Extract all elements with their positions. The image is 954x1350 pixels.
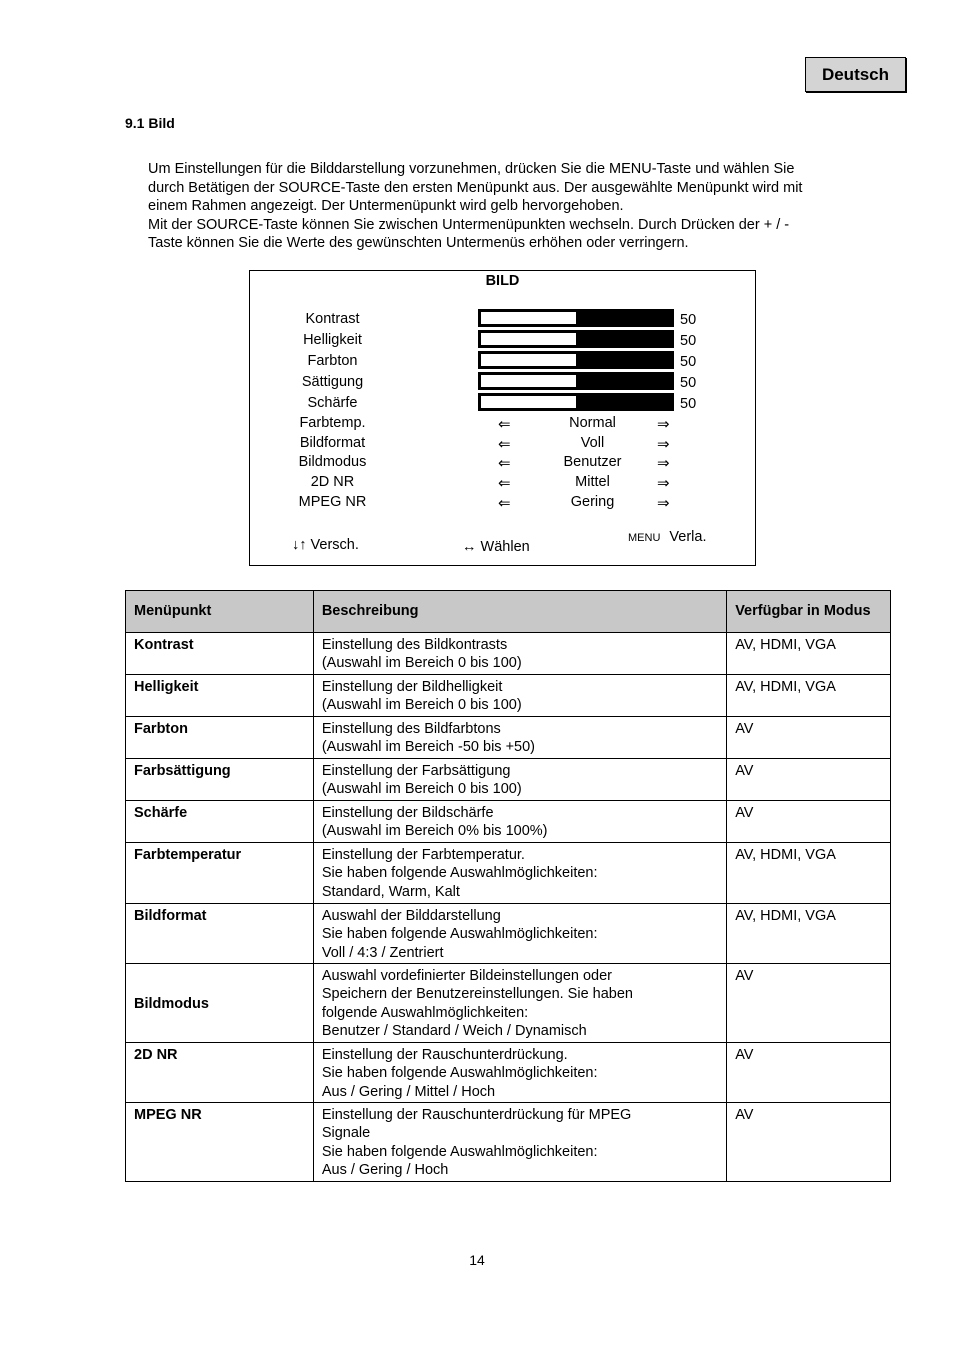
row-name: Kontrast: [126, 633, 314, 675]
row-name: Bildmodus: [126, 964, 314, 1043]
osd-slider-row: [250, 374, 755, 394]
intro-line: einem Rahmen angezeigt. Der Untermenüpunkt wird gelb hervorgehoben.: [148, 198, 624, 214]
osd-option-value: Voll: [580, 435, 605, 451]
row-description: Auswahl vordefinierter Bildeinstellungen oder Speichern der Benutzereinstellungen. Sie haben folgende Auswahlmöglichkeiten: Benutzer / Standard / Weich / Dynamisch: [313, 964, 726, 1043]
osd-slider-value: 50: [680, 375, 697, 391]
row-name: Schärfe: [126, 801, 314, 843]
osd-slider-value: 50: [680, 312, 697, 328]
intro-paragraph: [148, 160, 893, 253]
osd-slider-fill: [480, 311, 577, 325]
table-header-row: [126, 591, 891, 633]
osd-option-value: Normal: [569, 415, 616, 431]
osd-slider-label: Schärfe: [307, 395, 358, 411]
table-row: [126, 904, 891, 964]
arrow-right-icon: ⇒: [657, 495, 670, 512]
osd-slider-value: 50: [680, 354, 697, 370]
row-mode: AV: [727, 964, 891, 1043]
row-mode: AV, HDMI, VGA: [727, 633, 891, 675]
row-name: Bildformat: [126, 904, 314, 964]
row-description: Einstellung der Farbtemperatur. Sie haben folgende Auswahlmöglichkeiten: Standard, Warm, Kalt: [313, 843, 726, 904]
osd-slider-value: 50: [680, 333, 697, 349]
arrow-left-icon: ⇐: [498, 455, 511, 472]
row-description: Einstellung der Rauschunterdrückung. Sie haben folgende Auswahlmöglichkeiten: Aus / Gering / Mittel / Hoch: [313, 1043, 726, 1103]
table-row: [126, 843, 891, 904]
section-title: 9.1 Bild: [125, 115, 175, 131]
osd-option-row: [250, 415, 755, 435]
row-description: Einstellung der Bildhelligkeit (Auswahl im Bereich 0 bis 100): [313, 675, 726, 717]
exit-label: Verla.: [669, 529, 707, 545]
arrow-right-icon: ⇒: [657, 416, 670, 433]
table-row: [126, 675, 891, 717]
row-name: MPEG NR: [126, 1103, 314, 1182]
settings-table: [125, 590, 891, 1182]
osd-slider-fill: [480, 332, 577, 346]
table-row: [126, 759, 891, 801]
osd-slider-label: Kontrast: [305, 311, 360, 327]
row-name: Farbsättigung: [126, 759, 314, 801]
osd-slider-bar: [478, 309, 674, 327]
osd-slider-label: Farbton: [307, 353, 358, 369]
table-row: [126, 1103, 891, 1182]
osd-slider-fill: [480, 353, 577, 367]
row-mode: AV, HDMI, VGA: [727, 843, 891, 904]
osd-option-label: MPEG NR: [298, 494, 367, 510]
row-description: Einstellung der Rauschunterdrückung für MPEG Signale Sie haben folgende Auswahlmöglichkeiten: Aus / Gering / Hoch: [313, 1103, 726, 1182]
osd-slider-bar: [478, 351, 674, 369]
row-description: Einstellung des Bildkontrasts (Auswahl im Bereich 0 bis 100): [313, 633, 726, 675]
osd-slider-bar: [478, 372, 674, 390]
osd-option-value: Gering: [570, 494, 615, 510]
arrow-right-icon: ⇒: [657, 475, 670, 492]
row-name: Farbtemperatur: [126, 843, 314, 904]
select-label: Wählen: [480, 539, 530, 555]
row-mode: AV: [727, 1103, 891, 1182]
osd-option-row: [250, 494, 755, 514]
intro-line: Taste können Sie die Werte des gewünschten Untermenüs erhöhen oder verringern.: [148, 235, 689, 251]
osd-option-row: [250, 454, 755, 474]
table-row: [126, 964, 891, 1043]
osd-slider-value: 50: [680, 396, 697, 412]
table-row: [126, 717, 891, 759]
osd-slider-row: [250, 353, 755, 373]
row-description: Einstellung der Farbsättigung (Auswahl im Bereich 0 bis 100): [313, 759, 726, 801]
row-name: Helligkeit: [126, 675, 314, 717]
intro-line: durch Betätigen der SOURCE-Taste den ersten Menüpunkt aus. Der ausgewählte Menüpunkt wird mit: [148, 179, 803, 196]
menu-key-label: MENU: [628, 532, 661, 544]
row-mode: AV: [727, 801, 891, 843]
osd-slider-bar: [478, 330, 674, 348]
osd-footer-move: [292, 537, 359, 553]
left-right-arrow-icon: ↔: [462, 539, 477, 555]
up-down-arrow-icon: ↓↑: [292, 537, 307, 553]
row-name: 2D NR: [126, 1043, 314, 1103]
osd-slider-label: Helligkeit: [303, 332, 362, 348]
row-description: Einstellung des Bildfarbtons (Auswahl im Bereich -50 bis +50): [313, 717, 726, 759]
row-mode: AV: [727, 759, 891, 801]
row-description: Einstellung der Bildschärfe (Auswahl im Bereich 0% bis 100%): [313, 801, 726, 843]
arrow-right-icon: ⇒: [657, 436, 670, 453]
osd-slider-fill: [480, 395, 577, 409]
arrow-left-icon: ⇐: [498, 475, 511, 492]
osd-option-label: Bildformat: [299, 435, 366, 451]
arrow-right-icon: ⇒: [657, 455, 670, 472]
page-number: 14: [469, 1252, 485, 1268]
intro-line: Um Einstellungen für die Bilddarstellung vorzunehmen, drücken Sie die MENU-Taste und wählen Sie: [148, 161, 795, 177]
osd-slider-row: [250, 395, 755, 415]
osd-option-row: [250, 474, 755, 494]
osd-option-label: Bildmodus: [298, 454, 367, 470]
row-mode: AV, HDMI, VGA: [727, 904, 891, 964]
move-label: Versch.: [310, 537, 359, 553]
osd-title: BILD: [485, 273, 520, 289]
osd-option-value: Mittel: [575, 474, 610, 490]
arrow-left-icon: ⇐: [498, 416, 511, 433]
osd-option-value: Benutzer: [563, 454, 622, 470]
row-mode: AV: [727, 717, 891, 759]
table-row: [126, 633, 891, 675]
intro-line: Mit der SOURCE-Taste können Sie zwischen Untermenüpunkten wechseln. Durch Drücken der + / -: [148, 216, 790, 233]
osd-slider-row: [250, 311, 755, 331]
row-name: Farbton: [126, 717, 314, 759]
column-header: Verfügbar in Modus: [727, 591, 891, 633]
osd-option-label: 2D NR: [310, 474, 355, 490]
column-header: Menüpunkt: [126, 591, 314, 633]
row-mode: AV, HDMI, VGA: [727, 675, 891, 717]
osd-slider-fill: [480, 374, 577, 388]
osd-footer-select: [462, 539, 530, 555]
column-header: Beschreibung: [313, 591, 726, 633]
osd-option-row: [250, 435, 755, 455]
osd-slider-row: [250, 332, 755, 352]
osd-slider-label: Sättigung: [301, 374, 364, 390]
table-row: [126, 1043, 891, 1103]
row-description: Auswahl der Bilddarstellung Sie haben folgende Auswahlmöglichkeiten: Voll / 4:3 / Zentriert: [313, 904, 726, 964]
osd-menu-illustration: [249, 270, 756, 566]
table-row: [126, 801, 891, 843]
arrow-left-icon: ⇐: [498, 495, 511, 512]
arrow-left-icon: ⇐: [498, 436, 511, 453]
language-badge: Deutsch: [805, 57, 906, 92]
row-mode: AV: [727, 1043, 891, 1103]
osd-footer-exit: [628, 529, 706, 545]
osd-option-label: Farbtemp.: [299, 415, 366, 431]
osd-slider-bar: [478, 393, 674, 411]
